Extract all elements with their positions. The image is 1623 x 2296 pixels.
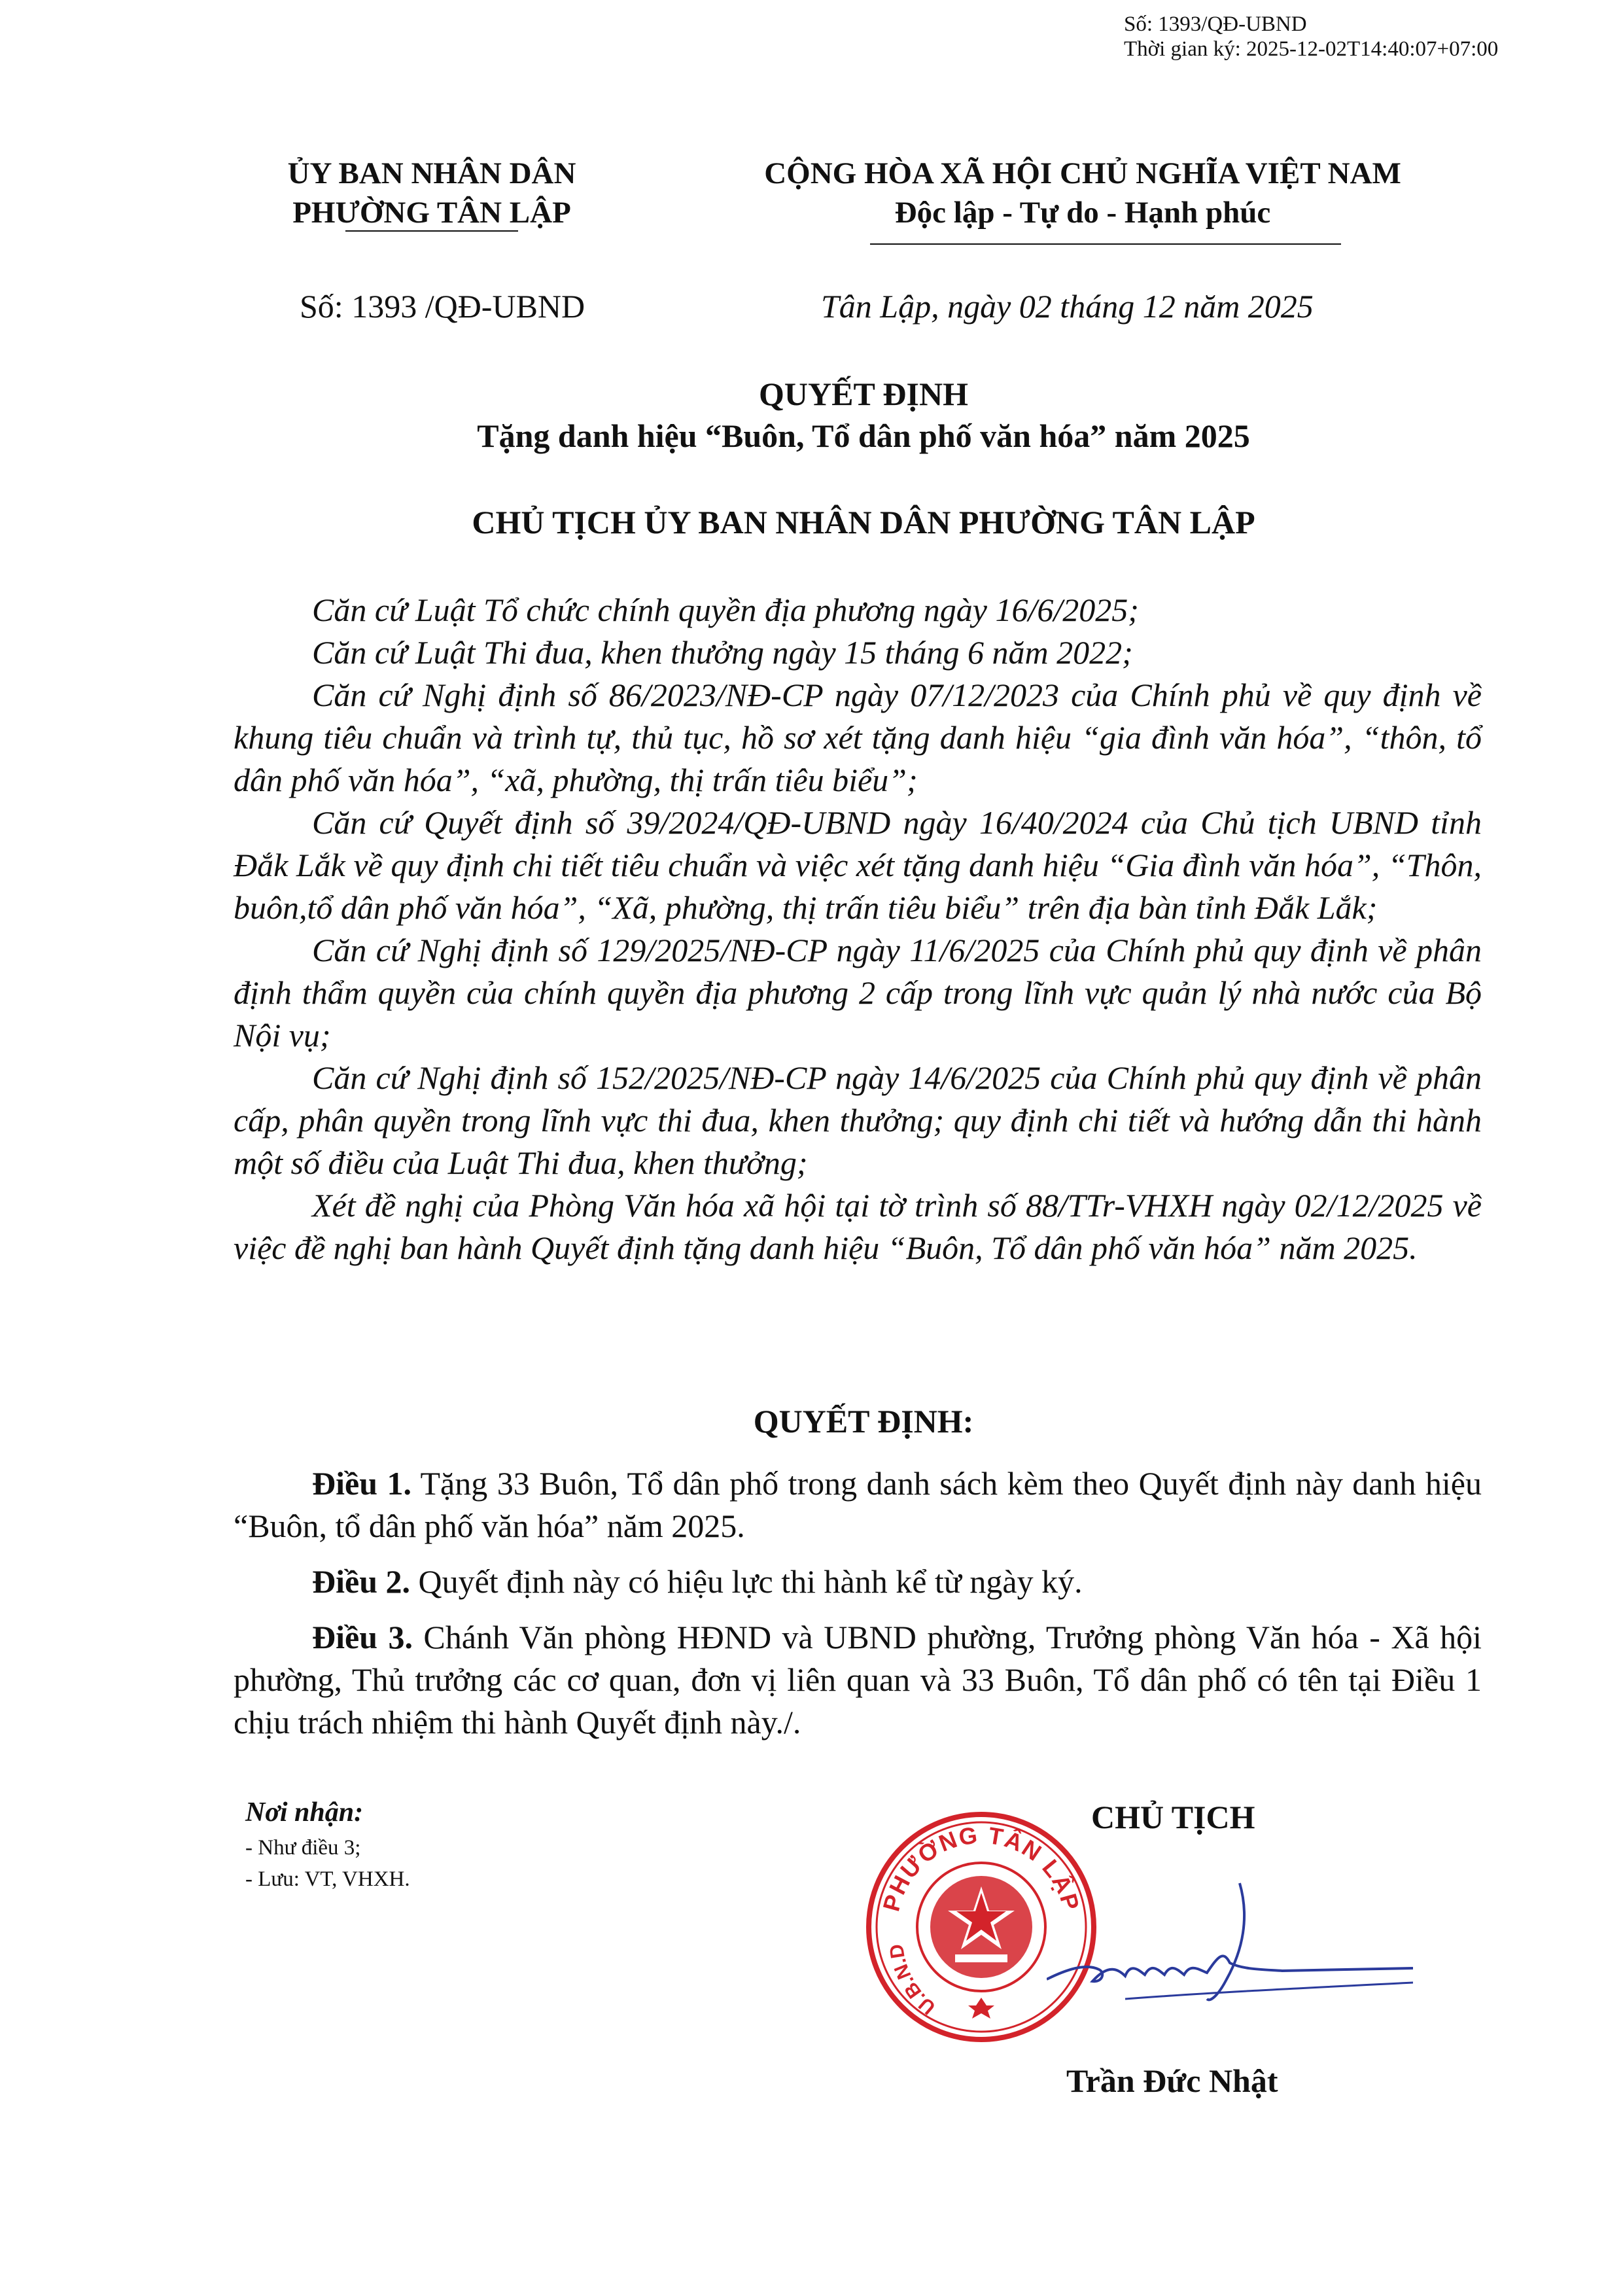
motto-underline [870, 243, 1341, 245]
document-number: Số: 1393 /QĐ-UBND [300, 288, 585, 325]
preamble-item: Căn cứ Nghị định số 129/2025/NĐ-CP ngày 11/6/2025 của Chính phủ quy định về phân định thẩm quyền của chính quyền địa phương 2 cấp trong lĩnh vực quản lý nhà nước của Bộ Nội vụ; [234, 932, 1482, 1053]
article-1 [234, 1462, 1482, 1547]
authority-underline [345, 230, 518, 232]
document-subject: Tặng danh hiệu “Buôn, Tổ dân phố văn hóa” năm 2025 [477, 417, 1250, 454]
preamble-item: Căn cứ Luật Thi đua, khen thưởng ngày 15 tháng 6 năm 2022; [312, 634, 1133, 671]
article-3-label: Điều 3. [312, 1619, 413, 1655]
article-2 [234, 1561, 1482, 1603]
preamble-item: Căn cứ Quyết định số 39/2024/QĐ-UBND ngày 16/40/2024 của Chủ tịch UBND tỉnh Đắk Lắk về quy định chi tiết tiêu chuẩn và việc xét tặng danh hiệu “Gia đình văn hóa”, “Thôn, buôn,tổ dân phố văn hóa”, “Xã, phường, thị trấn tiêu biểu” trên địa bàn tỉnh Đắk Lắk; [234, 804, 1482, 926]
signer-title: CHỦ TỊCH [1091, 1799, 1255, 1835]
preamble [234, 589, 1482, 1269]
place-and-date: Tân Lập, ngày 02 tháng 12 năm 2025 [821, 288, 1314, 325]
preamble-item: Căn cứ Nghị định số 86/2023/NĐ-CP ngày 07/12/2023 của Chính phủ về quy định về khung tiêu chuẩn và trình tự, thủ tục, hồ sơ xét tặng danh hiệu “gia đình văn hóa”, “thôn, tổ dân phố văn hóa”, “xã, phường, thị trấn tiêu biểu”; [234, 677, 1482, 798]
article-2-label: Điều 2. [312, 1563, 410, 1600]
national-motto [707, 154, 1459, 232]
preamble-item: Căn cứ Nghị định số 152/2025/NĐ-CP ngày 14/6/2025 của Chính phủ quy định về phân cấp, phân quyền trong lĩnh vực thi đua, khen thưởng; quy định chi tiết và hướng dẫn thi hành một số điều của Luật Thi đua, khen thưởng; [234, 1059, 1482, 1181]
article-2-text: Quyết định này có hiệu lực thi hành kể từ ngày ký. [410, 1563, 1083, 1600]
recipient-item: - Lưu: VT, VHXH. [245, 1867, 410, 1891]
authority-line-2: PHƯỜNG TÂN LẬP [292, 196, 571, 230]
authority-line-1: ỦY BAN NHÂN DÂN [287, 156, 576, 190]
issuer-title: CHỦ TỊCH ỦY BAN NHÂN DÂN PHƯỜNG TÂN LẬP [472, 504, 1255, 540]
preamble-item: Căn cứ Luật Tổ chức chính quyền địa phương ngày 16/6/2025; [312, 592, 1139, 628]
preamble-item: Xét đề nghị của Phòng Văn hóa xã hội tại tờ trình số 88/TTr-VHXH ngày 02/12/2025 về việc đề nghị ban hành Quyết định tặng danh hiệu “Buôn, Tổ dân phố văn hóa” năm 2025. [234, 1187, 1482, 1266]
svg-text:U.B.N.D: U.B.N.D [885, 1943, 940, 2019]
document-type: QUYẾT ĐỊNH [759, 376, 968, 412]
recipient-item: - Như điều 3; [245, 1836, 361, 1860]
article-1-text: Tặng 33 Buôn, Tổ dân phố trong danh sách kèm theo Quyết định này danh hiệu “Buôn, tổ dân phố văn hóa” năm 2025. [234, 1465, 1482, 1544]
articles [234, 1462, 1482, 1744]
digital-signature-info [1124, 12, 1498, 62]
svg-text:PHƯỜNG TÂN LẬP: PHƯỜNG TÂN LẬP [877, 1821, 1085, 1915]
article-3 [234, 1616, 1482, 1744]
handwritten-signature [1047, 1871, 1413, 2022]
signature-time: Thời gian ký: 2025-12-02T14:40:07+07:00 [1124, 37, 1499, 61]
country-name: CỘNG HÒA XÃ HỘI CHỦ NGHĨA VIỆT NAM [764, 156, 1401, 190]
recipients-heading: Nơi nhận: [245, 1797, 364, 1828]
article-3-text: Chánh Văn phòng HĐND và UBND phường, Trưởng phòng Văn hóa - Xã hội phường, Thủ trưởng các cơ quan, đơn vị liên quan và 33 Buôn, Tổ dân phố có tên tại Điều 1 chịu trách nhiệm thi hành Quyết định này./. [234, 1619, 1482, 1740]
article-1-label: Điều 1. [312, 1465, 411, 1502]
issuing-authority [262, 154, 602, 232]
signer-name: Trần Đức Nhật [1066, 2062, 1278, 2099]
decision-heading: QUYẾT ĐỊNH: [753, 1403, 974, 1439]
recipients [245, 1793, 410, 1895]
signature-doc-number: Số: 1393/QĐ-UBND [1124, 12, 1307, 36]
motto: Độc lập - Tự do - Hạnh phúc [894, 196, 1271, 230]
